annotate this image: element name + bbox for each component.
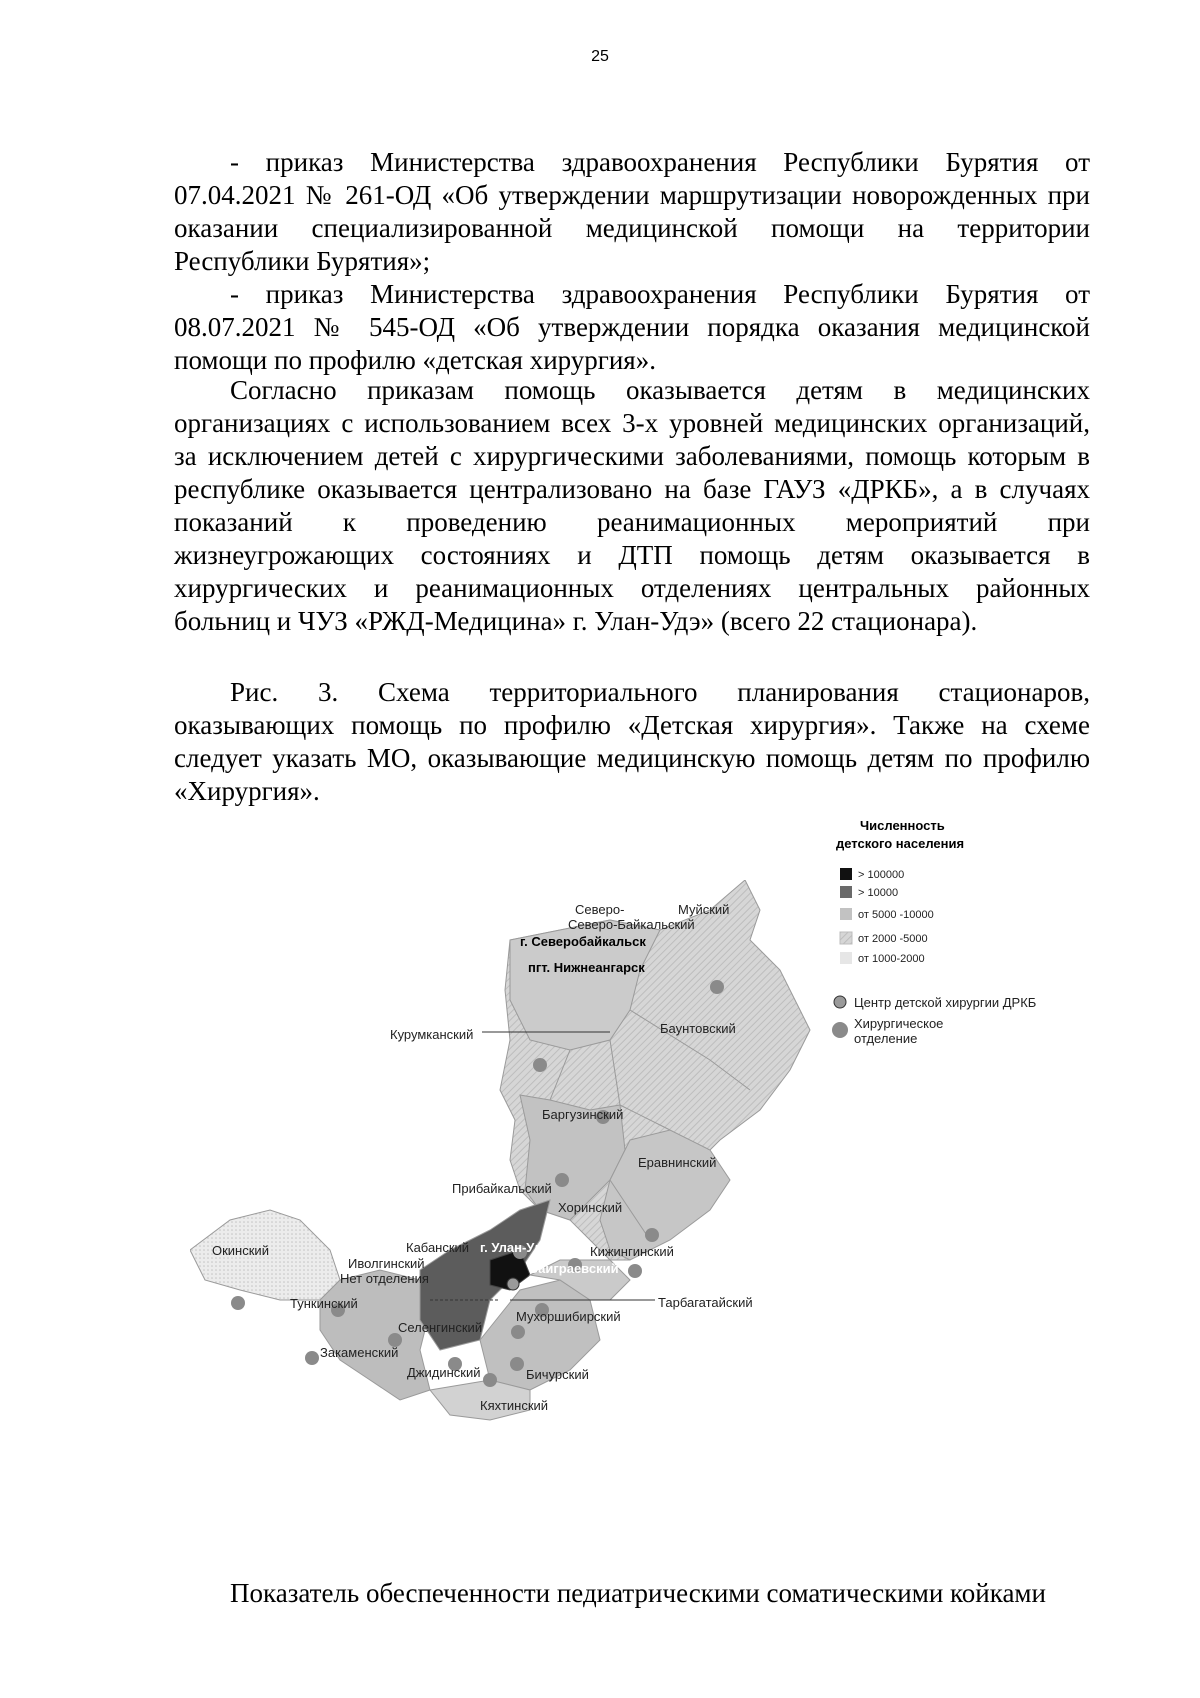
legend-center-icon — [834, 996, 846, 1008]
legend-swatch-5000 — [840, 908, 852, 920]
label-selenginsky: Селенгинский — [398, 1320, 483, 1335]
dept-marker-kyakhtinsky — [483, 1373, 497, 1387]
label-pribaikalsky: Прибайкальский — [452, 1181, 552, 1196]
legend-panel — [820, 818, 1080, 1058]
legend-dept-label-2: отделение — [854, 1031, 918, 1046]
label-severo-baikalsky: Северо-Байкальский — [568, 917, 695, 932]
legend-dept-label-1: Хирургическое — [854, 1016, 944, 1031]
page-number: 25 — [591, 48, 609, 65]
dept-marker-mukhorshibirsky — [511, 1325, 525, 1339]
dept-marker-zakamensky — [305, 1351, 319, 1365]
label-eravninsky: Еравнинский — [638, 1155, 717, 1170]
label-ulan-ude: г. Улан-Удэ — [480, 1240, 549, 1255]
legend-title-line1: Численность — [860, 818, 945, 833]
legend-title-line2: детского населения — [836, 836, 965, 851]
legend-range-3: от 5000 -10000 — [858, 909, 934, 921]
label-kizhinginsky: Кижингинский — [590, 1244, 674, 1259]
label-dzhidinsky: Джидинский — [407, 1365, 481, 1380]
dept-marker-kizhinginsky — [628, 1264, 642, 1278]
dept-marker-kurumkansky — [533, 1058, 547, 1072]
legend-range-2: > 10000 — [858, 887, 899, 899]
dept-marker-eravninsky — [645, 1228, 659, 1242]
label-zakamensky: Закаменский — [320, 1345, 399, 1360]
dept-marker-barguzinsky — [555, 1173, 569, 1187]
region-southwest — [320, 1270, 430, 1400]
center-marker-drkb — [507, 1278, 519, 1290]
label-mukhorshibirsky: Мухоршибирский — [516, 1309, 621, 1324]
dept-marker-bichursky — [510, 1357, 524, 1371]
legend-swatch-2000 — [840, 932, 852, 944]
label-kyakhtinsky: Кяхтинский — [480, 1398, 549, 1413]
paragraph-order-545 — [174, 278, 1090, 377]
label-ivolginsky: Иволгинский — [348, 1256, 425, 1271]
label-zaigraevsky: Заиграевский — [530, 1261, 619, 1276]
paragraph-description — [174, 374, 1090, 638]
legend-dept-icon — [832, 1022, 848, 1038]
label-nizhneangarsk: пгт. Нижнеангарск — [528, 960, 645, 975]
paragraph-text: - приказ Министерства здравоохранения Республики Бурятия от 08.07.2021 № 545-ОД «Об утверждении порядка оказания медицинской помощи по профилю «детская хирургия». — [174, 279, 1090, 375]
dept-marker-muisky — [710, 980, 724, 994]
label-muisky: Муйский — [678, 902, 730, 917]
legend-range-4: от 2000 -5000 — [858, 933, 928, 945]
paragraph-text: - приказ Министерства здравоохранения Республики Бурятия от 07.04.2021 № 261-ОД «Об утверждении маршрутизации новорожденных при оказании специализированной медицинской помощи на территории Республики Бурятия»; — [174, 147, 1090, 276]
bottom-text: Показатель обеспеченности педиатрическими соматическими койками — [230, 1578, 1046, 1608]
label-khorinsky: Хоринский — [558, 1200, 623, 1215]
legend-swatch-1000 — [840, 952, 852, 964]
label-kurumkansky: Курумканский — [390, 1027, 474, 1042]
paragraph-text: Согласно приказам помощь оказывается детям в медицинских организациях с использованием всех 3-х уровней медицинских организаций, за исключением детей с хирургическими заболеваниями, помощь которым в республике оказывается централизовано на базе ГАУЗ «ДРКБ», а в случаях показаний к проведению реанимационных мероприятий при жизнеугрожающих состояниях и ДТП помощь детям оказывается в хирургических и реанимационных отделениях центральных районных больниц и ЧУЗ «РЖД-Медицина» г. Улан-Удэ» (всего 22 стационара). — [174, 375, 1090, 636]
label-bauntovsky: Баунтовский — [660, 1021, 736, 1036]
dept-marker-okinsky — [231, 1296, 245, 1310]
label-severobaikalsk: г. Северобайкальск — [520, 934, 646, 949]
label-barguzinsky: Баргузинский — [542, 1107, 624, 1122]
legend-swatch-10000 — [840, 886, 852, 898]
label-no-department: Нет отделения — [340, 1271, 429, 1286]
label-severo-baikalsky-1: Северо- — [575, 902, 625, 917]
label-tarbagataisky: Тарбагатайский — [658, 1295, 753, 1310]
label-bichursky: Бичурский — [526, 1367, 589, 1382]
legend-range-5: от 1000-2000 — [858, 953, 925, 965]
legend-swatch-100000 — [840, 868, 852, 880]
legend-range-1: > 100000 — [858, 869, 905, 881]
label-kabansky: Кабанский — [406, 1240, 470, 1255]
figure-caption — [174, 676, 1090, 808]
label-okinsky: Окинский — [212, 1243, 269, 1258]
caption-text: Рис. 3. Схема территориального планирования стационаров, оказывающих помощь по профилю «Детская хирургия». Также на схеме следует указать МО, оказывающие медицинскую помощь детям по профилю «Хирургия». — [174, 677, 1090, 806]
paragraph-order-261 — [174, 146, 1090, 278]
legend-center-label: Центр детской хирургии ДРКБ — [854, 995, 1037, 1010]
label-tunkinsky: Тункинский — [290, 1296, 358, 1311]
